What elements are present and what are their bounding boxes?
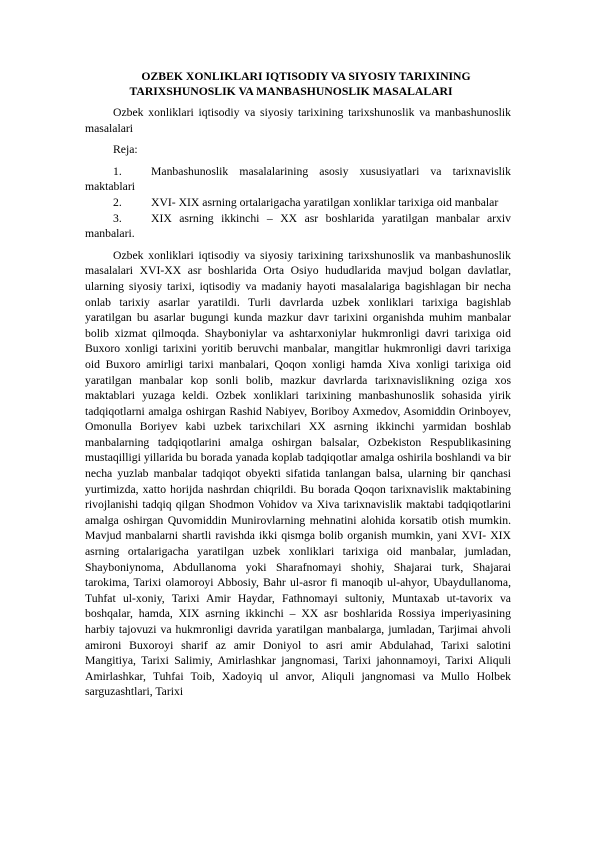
document-page: [85, 69, 511, 700]
title-line-1: OZBEK XONLIKLARI IQTISODIY VA SIYOSIY TARIXINING: [141, 70, 471, 83]
plan-item-number: 2.: [113, 195, 122, 209]
plan-list: [85, 164, 511, 242]
title-line-2: TARIXSHUNOSLIK VA MANBASHUNOSLIK MASALALARI: [129, 85, 453, 98]
document-subtitle: Ozbek xonliklari iqtisodiy va siyosiy tarixining tarixshunoslik va manbashunoslik masalalari: [85, 106, 511, 135]
plan-label: Reja:: [113, 143, 138, 157]
plan-item-text: XVI- XIX asrning ortalarigacha yaratilgan xonliklar tarixiga oid manbalar: [151, 195, 499, 209]
plan-item-text: Manbashunoslik masalalarining asosiy xususiyatlari va tarixnavislik maktablari: [85, 164, 511, 194]
plan-item-number: 1.: [113, 164, 122, 178]
plan-item: [85, 211, 511, 242]
plan-item: [85, 164, 511, 195]
plan-item-number: 3.: [113, 211, 122, 225]
body-paragraph: Ozbek xonliklari iqtisodiy va siyosiy tarixining tarixshunoslik va manbashunoslik masalalari XVI-XX asr boshlarida Orta Osiyo hududlarida mavjud bolgan davlatlar, ularning siyosiy tarixi, iqtisodiy va madaniy hayoti masalalariga bagishlagan bir necha onlab tarixiy asarlar yaratildi. Turli davrlarda uzbek xonliklari tarixiga bagishlab yaratilgan bu asarlar bugungi kunda mazkur davr tarixini organishda muhim manbalar bolib xizmat qilmoqda. Shayboniylar va ashtarxoniylar hukmronligi davri tarixiga oid Buxoro xonligi tarixini yoritib beruvchi manbalar, mangitlar hukmronligi davri tarixiga oid Buxoro amirligi tarixi manbalari, Qoqon xonligi hamda Xiva xonligi tarixiga oid yaratilgan manbalar kop sonli bolib, mazkur davrlarda tarixnavislikning oziga xos maktablari yuzaga keldi. Ozbek xonliklari tarixining manbashunoslik sohasida yirik tadqiqotlarni amalga oshirgan Rashid Nabiyev, Boriboy Axmedov, Asomiddin Orinboyev, Omonulla Boriyev kabi uzbek tarixchilari XX asrning ikkinchi yarmidan boshlab manbalarning tadqiqotlarini amalga oshirgan balsalar, Ozbekiston Respublikasining mustaqilligi yillarida bu borada yanada koplab tadqiqotlar amalga oshirila boshlandi va bir necha yuzlab manbalar tadqiqot obyekti sifatida tanlangan balsa, ularning bir qanchasi yurtimizda, xatto horijda nashrdan chiqrildi. Bu borada Qoqon tarixnavislik maktabining rivojlanishi tadqiq qilgan Shodmon Vohidov va Xiva tarixnavislik maktabi tadqiqotlarini amalga oshirgan Quvomiddin Munirovlarning mehnatini alohida korsatib otish mumkin. Mavjud manbalarni shartli ravishda ikki qismga bolib organish mumkin, yani XVI- XIX asrning ortalarigacha yaratilgan uzbek xonliklari tarixiga oid manbalar, jumladan, Shayboniynoma, Abdullanoma yoki Sharafnomayi shohiy, Shajarai turk, Shajarai tarokima, Tarixi olamoroyi Abbosiy, Bahr ul-asror fi manoqib ul-ahyor, Ubaydullanoma, Tuhfat ul-xoniy, Tarixi Amir Haydar, Fathnomayi sultoniy, Muntaxab ut-tavorix va boshqalar, hamda, XIX asrning ikkinchi – XX asr boshlarida Rossiya imperiyasining harbiy tajovuzi va hukmronligi davrida yaratilgan manbalarga, jumladan, Tarjimai ahvoli amironi Buxoroyi sharif az amir Doniyol to asri amir Abdulahad, Tarixi salotini Mangitiya, Tarixi Salimiy, Amirlashkar jangnomasi, Tarixi jahonnamoyi, Tarixi Aliquli Amirlashkar, Tuhfai Toib, Xadoyiq ul anvor, Aliquli jangnomasi va Mullo Holbek sarguzashtlari, Tarixi: [85, 248, 511, 699]
plan-item: [85, 195, 511, 211]
plan-item-text: XIX asrning ikkinchi – XX asr boshlarida yaratilgan manbalar arxiv manbalari.: [85, 211, 511, 241]
document-title: [85, 69, 511, 99]
